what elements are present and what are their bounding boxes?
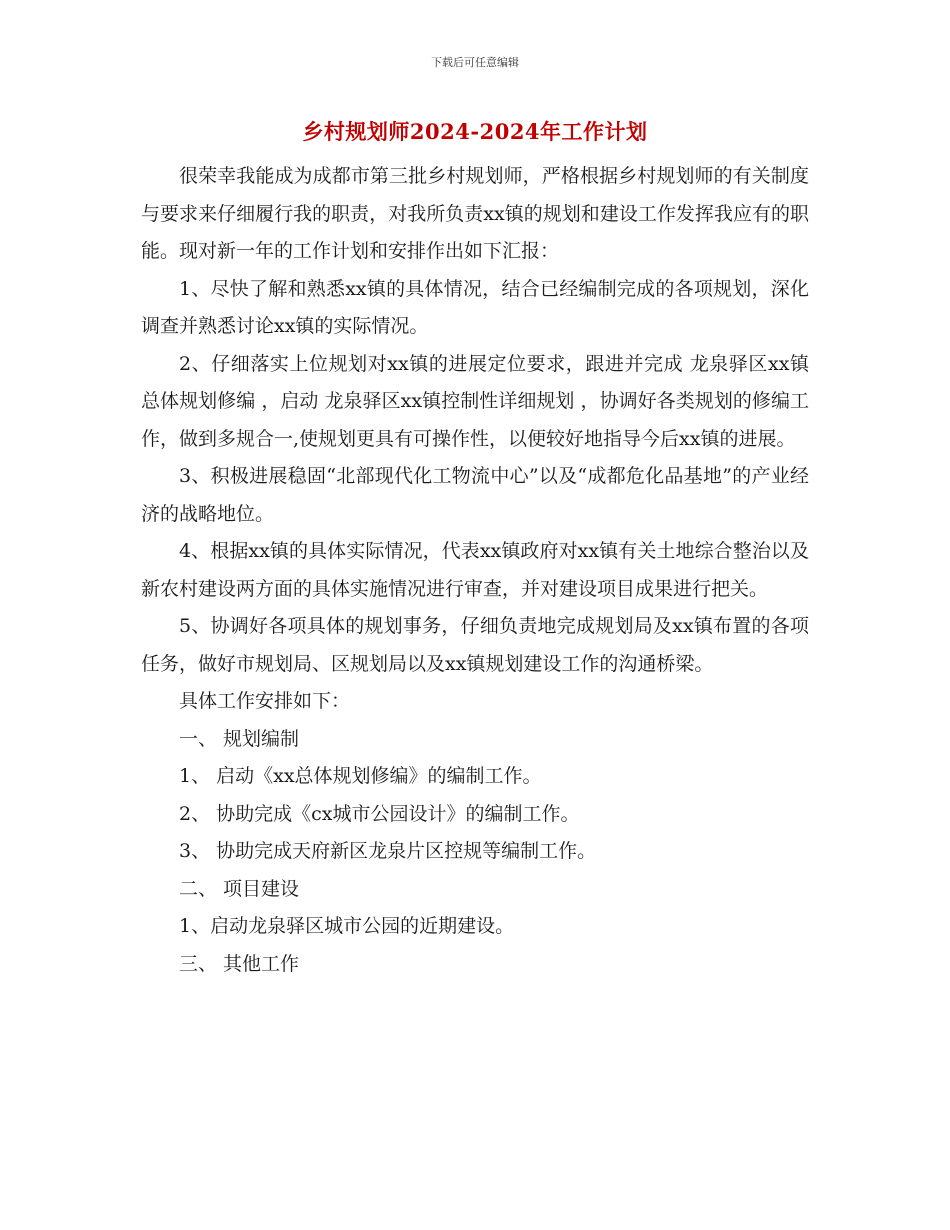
paragraph-item-1: 1、尽快了解和熟悉xx镇的具体情况，结合已经编制完成的各项规划，深化调查并熟悉讨论xx镇的实际情况。 [141, 277, 809, 337]
list-item: 2、 协助完成《cx城市公园设计》的编制工作。 [179, 802, 580, 825]
intro-paragraph: 很荣幸我能成为成都市第三批乡村规划师，严格根据乡村规划师的有关制度与要求来仔细履行我的职责，对我所负责xx镇的规划和建设工作发挥我应有的职能。现对新一年的工作计划和安排作出如下汇报： [141, 165, 809, 262]
document-body [141, 158, 809, 983]
paragraph-item-2: 2、仔细落实上位规划对xx镇的进展定位要求，跟进并完成 龙泉驿区xx镇总体规划修编 ，启动 龙泉驿区xx镇控制性详细规划 ，协调好各类规划的修编工作，做到多规合一,使规划更具有可操作性，以便较好地指导今后xx镇的进展。 [141, 352, 809, 450]
paragraph-item-4: 4、根据xx镇的具体实际情况，代表xx镇政府对xx镇有关土地综合整治以及新农村建设两方面的具体实施情况进行审查，并对建设项目成果进行把关。 [141, 540, 809, 600]
section-heading-projects: 二、 项目建设 [179, 877, 300, 900]
paragraph-item-3: 3、积极进展稳固“北部现代化工物流中心”以及“成都危化品基地”的产业经济的战略地位。 [141, 465, 809, 525]
schedule-heading: 具体工作安排如下： [179, 690, 351, 712]
list-item: 3、 协助完成天府新区龙泉片区控规等编制工作。 [179, 840, 597, 862]
document-title: 乡村规划师2024-2024年工作计划 [302, 119, 648, 144]
section-heading-other: 三、 其他工作 [179, 952, 300, 975]
list-item: 1、启动龙泉驿区城市公园的近期建设。 [179, 915, 515, 937]
page-header: 下载后可任意编辑 [431, 56, 519, 69]
paragraph-item-5: 5、协调好各项具体的规划事务，仔细负责地完成规划局及xx镇布置的各项任务，做好市规划局、区规划局以及xx镇规划建设工作的沟通桥梁。 [141, 615, 809, 675]
section-heading-planning: 一、 规划编制 [179, 727, 300, 750]
list-item: 1、 启动《xx总体规划修编》的编制工作。 [179, 765, 542, 787]
